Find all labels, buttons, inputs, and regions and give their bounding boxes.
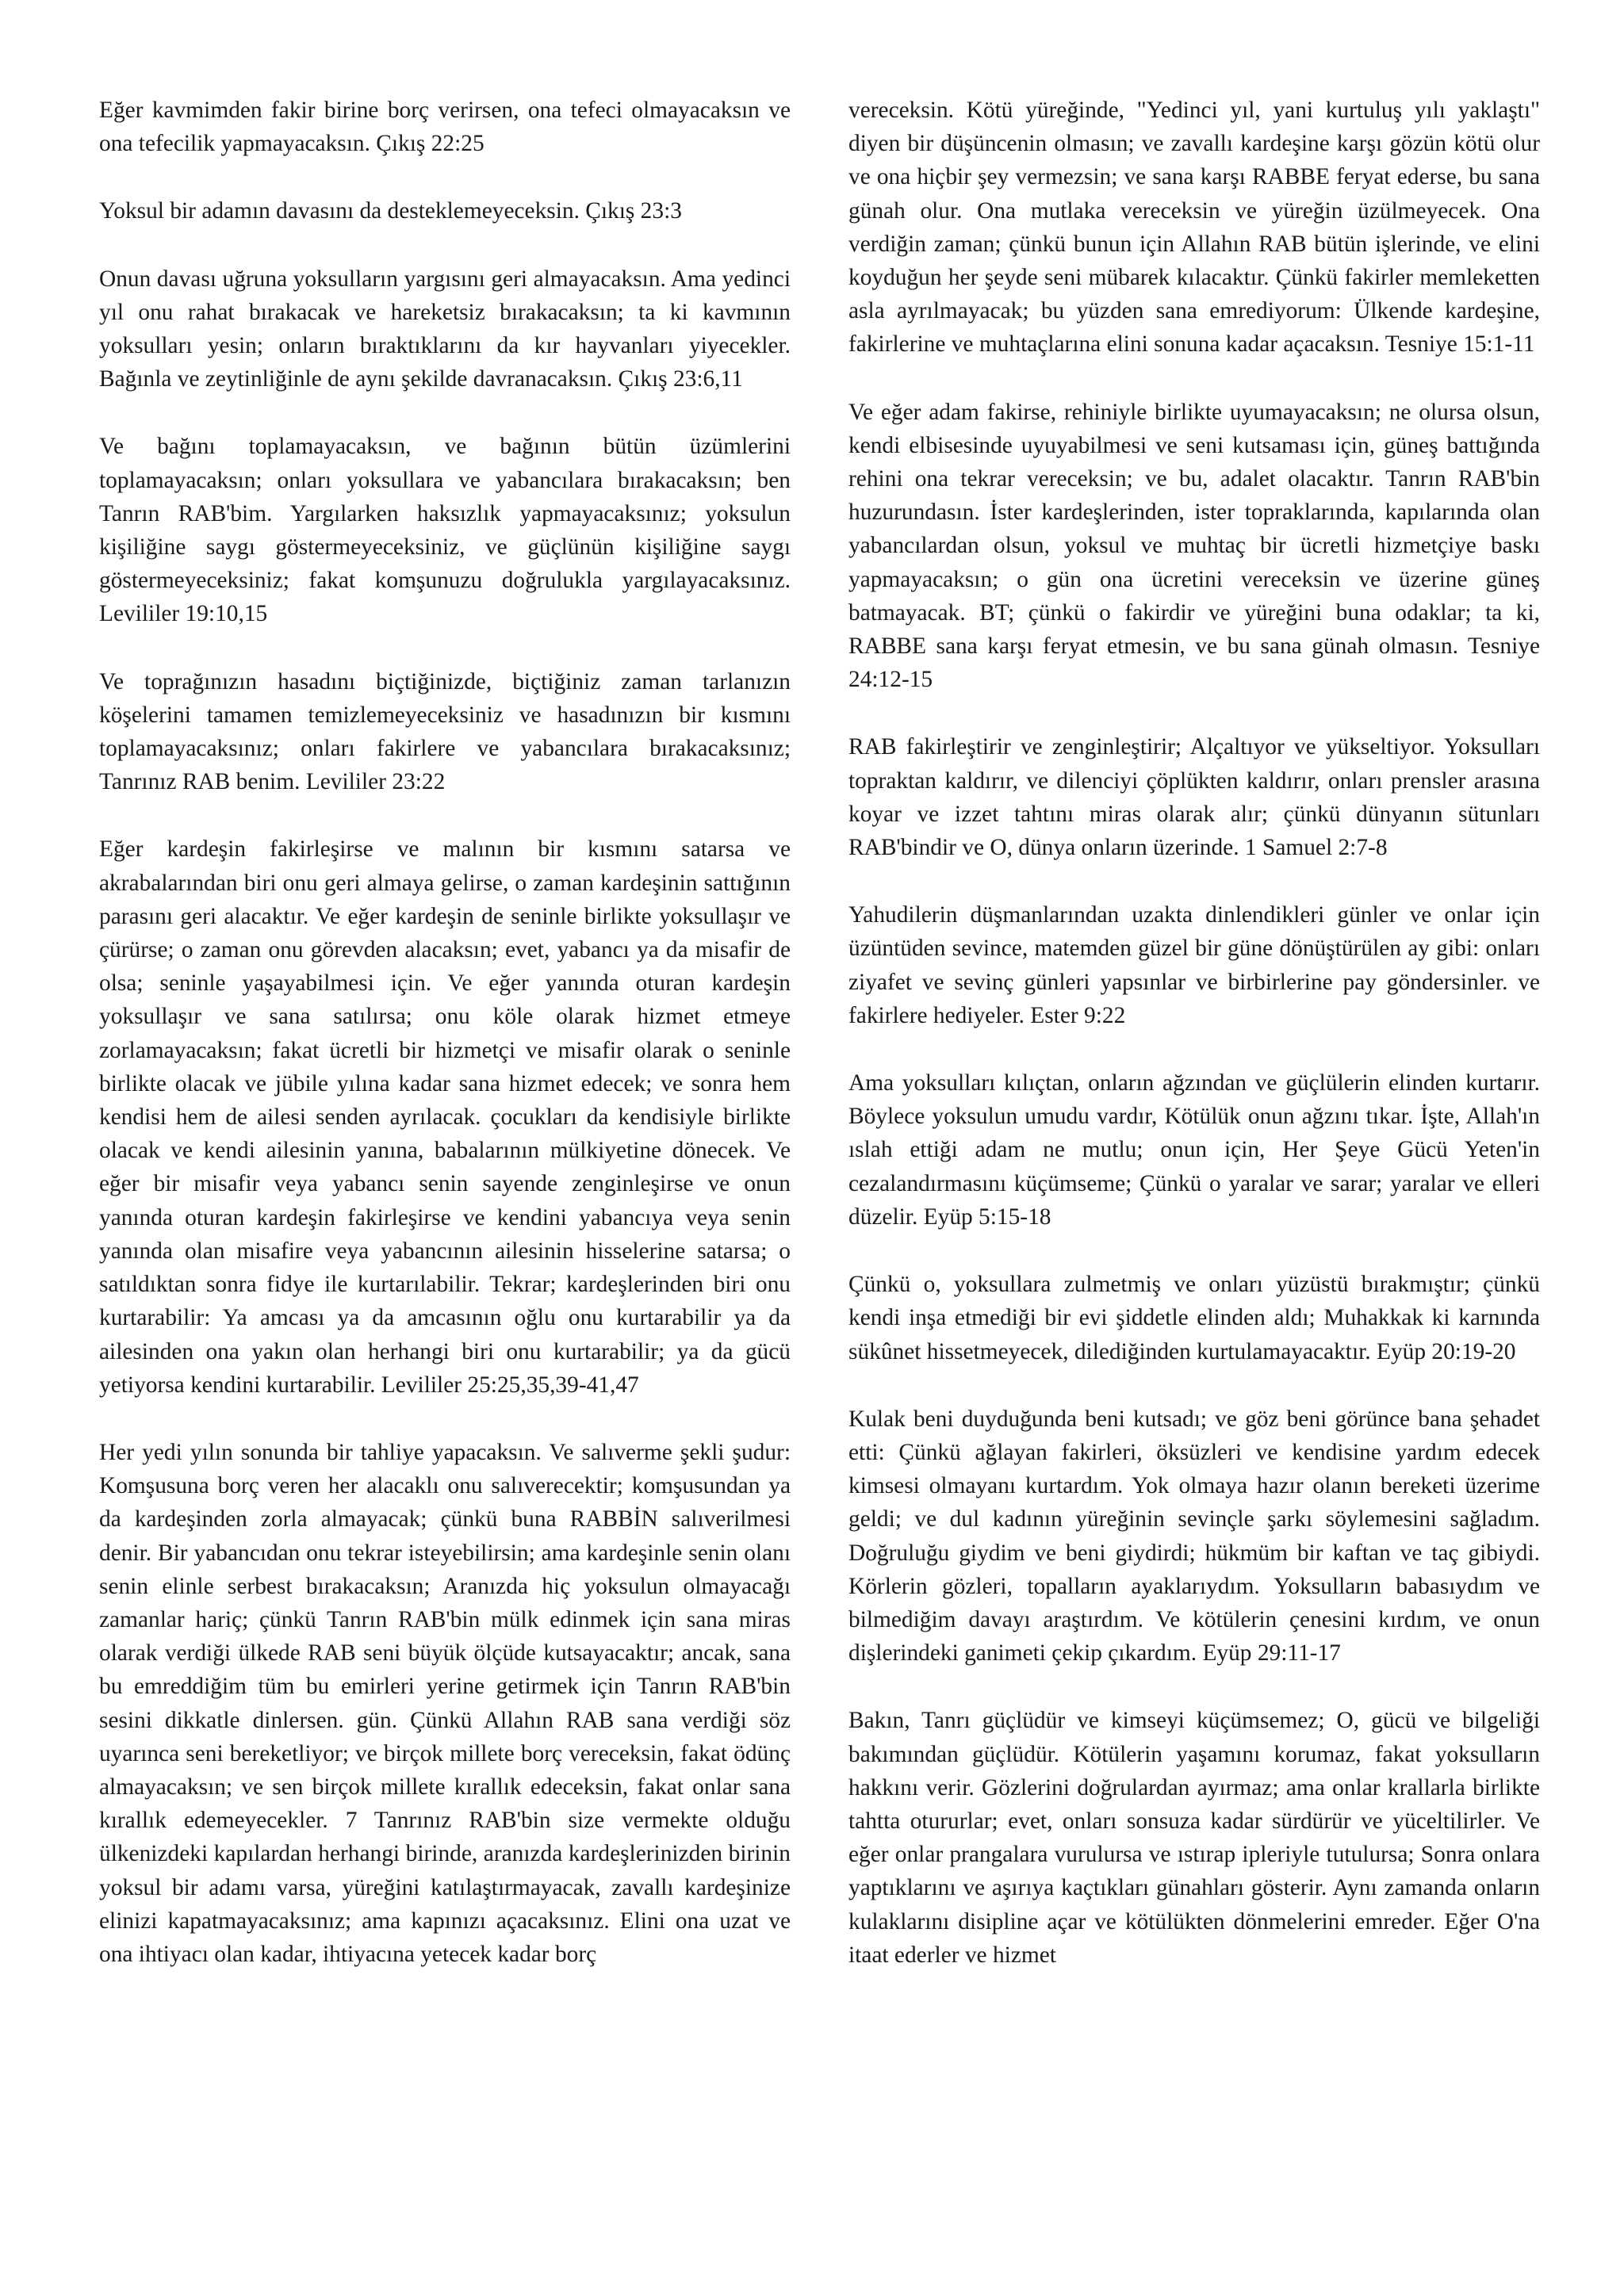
paragraph: Ve toprağınızın hasadını biçtiğinizde, biçtiğiniz zaman tarlanızın köşelerini tamamen temizlemeyeceksiniz ve hasadınızın bir kısmını toplamayacaksınız; onları fakirlere ve yabancılara bırakacaksınız; Tanrınız RAB benim. Levililer 23:22 xyxy=(99,668,791,795)
paragraph: Yoksul bir adamın davasını da desteklemeyeceksin. Çıkış 23:3 xyxy=(99,198,682,224)
left-column xyxy=(99,94,791,2005)
paragraph: Her yedi yılın sonunda bir tahliye yapacaksın. Ve salıverme şekli şudur: Komşusuna borç veren her alacaklı onu salıverecektir; komşusundan ya da kardeşinden zorla almayacak; çünkü buna RABBİN salıverilmesi denir. Bir yabancıdan onu tekrar isteyebilirsin; ama kardeşinle senin olanı senin elinle serbest bırakacaksın; Aranızda hiç yoksulun olmayacağı zamanlar hariç; çünkü Tanrın RAB'bin mülk edinmek için sana miras olarak verdiği ülkede RAB seni büyük ölçüde kutsayacaktır; ancak, sana bu emreddiğim tüm bu emirleri yerine getirmek için Tanrın RAB'bin sesini dikkatle dinlersen. gün. Çünkü Allahın RAB sana verdiği söz uyarınca seni bereketliyor; ve birçok millete borç vereceksin, fakat ödünç almayacaksın; ve sen birçok millete kırallık edeceksin, fakat onlar sana kırallık edemeyecekler. 7 Tanrınız RAB'bin size vermekte olduğu ülkenizdeki kapılardan herhangi birinde, aranızda kardeşlerinizden birinin yoksul bir adamı varsa, yüreğini katılaştırmayacak, zavallı kardeşinize elinizi kapatmayacaksınız; ama kapınızı açacaksınız. Elini ona uzat ve ona ihtiyacı olan kadar, ihtiyacına yetecek kadar borç xyxy=(99,1439,791,1967)
paragraph: RAB fakirleştirir ve zenginleştirir; Alçaltıyor ve yükseltiyor. Yoksulları topraktan kaldırır, ve dilenciyi çöplükten kaldırır, onları prensler arasına koyar ve izzet tahtını miras olarak alır; çünkü dünyanın sütunları RAB'bindir ve O, dünya onların üzerinde. 1 Samuel 2:7-8 xyxy=(848,734,1540,861)
paragraph: vereceksin. Kötü yüreğinde, "Yedinci yıl, yani kurtuluş yılı yaklaştı" diyen bir düşüncenin olmasın; ve zavallı kardeşine karşı gözün kötü olur ve ona hiçbir şey vermezsin; ve sana karşı RABBE feryat ederse, bu sana günah olur. Ona mutlaka vereceksin ve yüreğin üzülmeyecek. Ona verdiğin zaman; çünkü bunun için Allahın RAB bütün işlerinde, ve elini koyduğun her şeyde seni mübarek kılacaktır. Çünkü fakirler memleketten asla ayrılmayacak; bu yüzden sana emrediyorum: Ülkende kardeşine, fakirlerine ve muhtaçlarına elini sonuna kadar açacaksın. Tesniye 15:1-11 xyxy=(848,98,1540,358)
paragraph: Ve bağını toplamayacaksın, ve bağının bütün üzümlerini toplamayacaksın; onları yoksullara ve yabancılara bırakacaksın; ben Tanrın RAB'bim. Yargılarken haksızlık yapmayacaksınız; yoksulun kişiliğine saygı göstermeyeceksiniz, ve güçlünün kişiliğine saygı göstermeyeceksiniz; fakat komşunuzu doğrulukla yargılayacaksınız. Levililer 19:10,15 xyxy=(99,434,791,627)
paragraph: Eğer kardeşin fakirleşirse ve malının bir kısmını satarsa ve akrabalarından biri onu geri almaya gelirse, o zaman kardeşinin sattığının parasını geri alacaktır. Ve eğer kardeşin de seninle birlikte yoksullaşır ve çürürse; o zaman onu görevden alacaksın; evet, yabancı ya da misafir de olsa; seninle yaşayabilmesi için. Ve eğer yanında oturan kardeşin yoksullaşır ve sana satılırsa; onu köle olarak hizmet etmeye zorlamayacaksın; fakat ücretli bir hizmetçi ve misafir olarak o seninle birlikte olacak ve jübile yılına kadar sana hizmet edecek; ve sonra hem kendisi hem de ailesi senden ayrılacak. çocukları da kendisiyle birlikte olacak ve kendi ailesinin yanına, babalarının mülkiyetine dönecek. Ve eğer bir misafir veya yabancı senin sayende zenginleşirse ve onun yanında oturan kardeşin fakirleşirse ve kendini yabancıya veya senin yanında olan misafire veya yabancının ailesinin hisselerine satarsa; o satıldıktan sonra fidye ile kurtarılabilir. Tekrar; kardeşlerinden biri onu kurtarabilir: Ya amcası ya da amcasının oğlu onu kurtarabilir ya da ailesinden ona yakın olan herhangi biri onu kurtarabilir; ya da gücü yetiyorsa kendini kurtarabilir. Levililer 25:25,35,39-41,47 xyxy=(99,836,791,1398)
paragraph: Ve eğer adam fakirse, rehiniyle birlikte uyumayacaksın; ne olursa olsun, kendi elbisesinde uyuyabilmesi ve seni kutsaması için, güneş battığında rehini ona tekrar vereceksin; ve bu, adalet olacaktır. Tanrın RAB'bin huzurundasın. İster kardeşlerinden, ister topraklarında, kapılarında olan yabancılardan olsun, yoksul ve muhtaç bir ücretli hizmetçiye baskı yapmayacaksın; o gün ona ücretini vereceksin ve üzerine güneş batmayacak. BT; çünkü o fakirdir ve yüreğini buna odaklar; ta ki, RABBE sana karşı feryat etmesin, ve bu sana günah olmasın. Tesniye 24:12-15 xyxy=(848,399,1540,693)
right-column xyxy=(848,94,1540,2006)
paragraph: Yahudilerin düşmanlarından uzakta dinlendikleri günler ve onlar için üzüntüden sevince, matemden güzel bir güne dönüştürülen ay gibi: onları ziyafet ve sevinç günleri yapsınlar ve birbirlerine pay göndersinler. ve fakirlere hediyeler. Ester 9:22 xyxy=(848,902,1540,1028)
paragraph: Kulak beni duyduğunda beni kutsadı; ve göz beni görünce bana şehadet etti: Çünkü ağlayan fakirleri, öksüzleri ve kendisine yardım edecek kimsesi olmayanı kurtardım. Yok olmaya hazır olanın bereketi üzerime geldi; ve dul kadının yüreğinin sevinçle şarkı söylemesini sağladım. Doğruluğu giydim ve beni giydirdi; hükmüm bir kaftan ve taç gibiydi. Körlerin gözleri, topalların ayaklarıydım. Yoksulların babasıydım ve bilmediğim davayı araştırdım. Ve kötülerin çenesini kırdım, ve onun dişlerindeki ganimeti çekip çıkardım. Eyüp 29:11-17 xyxy=(848,1406,1540,1667)
paragraph: Onun davası uğruna yoksulların yargısını geri almayacaksın. Ama yedinci yıl onu rahat bırakacak ve hareketsiz bırakacaksın; ta ki kavmının yoksulları yesin; onların bıraktıklarını da kır hayvanları yiyecekler. Bağınla ve zeytinliğinle de aynı şekilde davranacaksın. Çıkış 23:6,11 xyxy=(99,266,791,392)
paragraph: Çünkü o, yoksullara zulmetmiş ve onları yüzüstü bırakmıştır; çünkü kendi inşa etmediği bir evi şiddetle elinden aldı; Muhakkak ki karnında sükûnet hissetmeyecek, dilediğinden kurtulamayacaktır. Eyüp 20:19-20 xyxy=(848,1272,1540,1364)
paragraph: Bakın, Tanrı güçlüdür ve kimseyi küçümsemez; O, gücü ve bilgeliği bakımından güçlüdür. Kötülerin yaşamını korumaz, fakat yoksulların hakkını verir. Gözlerini doğrulardan ayırmaz; ama onlar krallarla birlikte tahtta otururlar; evet, onları sonsuza kadar sürdürür ve yüceltilirler. Ve eğer onlar prangalara vurulursa ve ıstırap ipleriyle tutulursa; Sonra onlara yaptıklarını ve aşırıya kaçtıkları günahları gösterir. Aynı zamanda onların kulaklarını disipline açar ve kötülükten dönmelerini emreder. Eğer O'na itaat ederler ve hizmet xyxy=(848,1708,1540,1968)
paragraph: Ama yoksulları kılıçtan, onların ağzından ve güçlülerin elinden kurtarır. Böylece yoksulun umudu vardır, Kötülük onun ağzını tıkar. İşte, Allah'ın ıslah ettiği adam ne mutlu; onun için, Her Şeye Gücü Yeten'in cezalandırmasını küçümseme; Çünkü o yaralar ve sarar; yaralar ve elleri düzelir. Eyüp 5:15-18 xyxy=(848,1070,1540,1230)
paragraph: Eğer kavmimden fakir birine borç verirsen, ona tefeci olmayacaksın ve ona tefecilik yapmayacaksın. Çıkış 22:25 xyxy=(99,98,791,157)
